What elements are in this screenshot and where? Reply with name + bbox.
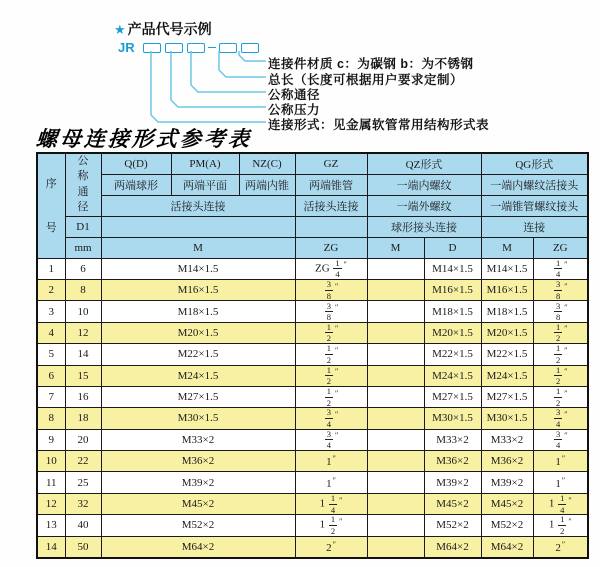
table-row [37,301,588,322]
table-row [37,322,588,343]
table-title: 螺母连接形式参考表 [35,126,253,151]
header-pm-desc: 两端平面 [171,174,239,195]
qg-zg-cell: $\frac{1}{2}$ ″ [533,322,588,343]
qz-m-cell [367,365,424,386]
qg-m-cell: M52×2 [481,515,533,536]
gz-cell: 1″ [295,472,367,493]
qz-d-cell: M16×1.5 [424,279,481,300]
dn-cell: 8 [65,279,101,300]
qz-m-cell [367,322,424,343]
m-thread-cell: M30×1.5 [101,408,295,429]
qz-d-cell: M33×2 [424,429,481,450]
qg-m-cell: M22×1.5 [481,344,533,365]
seq-cell: 5 [37,344,65,365]
qz-m-cell [367,344,424,365]
header-qg-desc2: 一端锥管螺纹接头 [481,195,588,216]
qg-zg-cell: $\frac{3}{4}$ ″ [533,429,588,450]
qg-m-cell: M14×1.5 [481,258,533,279]
m-thread-cell: M24×1.5 [101,365,295,386]
seq-cell: 7 [37,386,65,407]
qz-m-cell [367,386,424,407]
m-thread-cell: M22×1.5 [101,344,295,365]
qg-m-cell: M36×2 [481,451,533,472]
table-row [37,493,588,514]
header-qz-desc1: 一端内螺纹 [367,174,481,195]
m-thread-cell: M20×1.5 [101,322,295,343]
header-qz-m: M [367,237,424,258]
qg-zg-cell: $\frac{1}{2}$ ″ [533,386,588,407]
qg-zg-cell: 1 $\frac{1}{2}$ ″ [533,515,588,536]
qz-d-cell: M39×2 [424,472,481,493]
m-thread-cell: M45×2 [101,493,295,514]
qg-zg-cell: $\frac{1}{2}$ ″ [533,344,588,365]
qz-m-cell [367,536,424,557]
qg-zg-cell: $\frac{3}{8}$ ″ [533,301,588,322]
qz-m-cell [367,279,424,300]
dn-cell: 14 [65,344,101,365]
table-row [37,429,588,450]
header-col-q: Q(D) [101,153,171,174]
gz-cell: $\frac{1}{2}$ ″ [295,322,367,343]
m-thread-cell: M39×2 [101,472,295,493]
qg-zg-cell: 1″ [533,451,588,472]
header-unit-zg: ZG [295,237,367,258]
header-col-gz: GZ [295,153,367,174]
header-col-pm: PM(A) [171,153,239,174]
gz-cell: ZG $\frac{1}{4}$ ″ [295,258,367,279]
header-col-nz: NZ(C) [239,153,295,174]
qz-m-cell [367,408,424,429]
product-code-prefix: JR [118,40,135,55]
qg-m-cell: M39×2 [481,472,533,493]
dn-cell: 32 [65,493,101,514]
gz-cell: 1 $\frac{1}{2}$ ″ [295,515,367,536]
dn-cell: 40 [65,515,101,536]
qg-m-cell: M30×1.5 [481,408,533,429]
table-row [37,451,588,472]
gz-cell: $\frac{1}{2}$ ″ [295,365,367,386]
qg-m-cell: M16×1.5 [481,279,533,300]
qz-m-cell [367,472,424,493]
qg-zg-cell: 2″ [533,536,588,557]
dn-cell: 20 [65,429,101,450]
qz-d-cell: M30×1.5 [424,408,481,429]
table-row [37,472,588,493]
seq-cell: 10 [37,451,65,472]
diagram-title [114,19,212,39]
qg-m-cell: M64×2 [481,536,533,557]
header-blank-qpmnz [101,216,295,237]
qg-zg-cell: $\frac{1}{2}$ ″ [533,365,588,386]
qg-zg-cell: $\frac{3}{8}$ ″ [533,279,588,300]
seq-cell: 2 [37,279,65,300]
header-qg-m: M [481,237,533,258]
table-row [37,258,588,279]
header-qz-desc2: 一端外螺纹 [367,195,481,216]
qg-zg-cell: $\frac{3}{4}$ ″ [533,408,588,429]
gz-cell: $\frac{3}{4}$ ″ [295,408,367,429]
code-box-1 [143,43,161,53]
qg-m-cell: M24×1.5 [481,365,533,386]
header-gz-conn: 活接头连接 [295,195,367,216]
qz-d-cell: M18×1.5 [424,301,481,322]
qg-m-cell: M33×2 [481,429,533,450]
header-gz-desc: 两端锥管 [295,174,367,195]
m-thread-cell: M16×1.5 [101,279,295,300]
table-body [37,258,588,557]
qz-d-cell: M45×2 [424,493,481,514]
gz-cell: 1 $\frac{1}{4}$ ″ [295,493,367,514]
seq-cell: 4 [37,322,65,343]
dn-cell: 22 [65,451,101,472]
product-code-row [118,40,259,55]
qg-m-cell: M27×1.5 [481,386,533,407]
gz-cell: 1″ [295,451,367,472]
m-thread-cell: M52×2 [101,515,295,536]
qz-m-cell [367,515,424,536]
header-blank-gz [295,216,367,237]
code-box-5 [241,43,259,53]
qz-d-cell: M14×1.5 [424,258,481,279]
diagram-label-diameter: 公称通径 [268,88,321,102]
gz-cell: 2″ [295,536,367,557]
seq-cell: 9 [37,429,65,450]
seq-cell: 1 [37,258,65,279]
code-box-4 [219,43,237,53]
m-thread-cell: M14×1.5 [101,258,295,279]
header-col-qg: QG形式 [481,153,588,174]
seq-cell: 6 [37,365,65,386]
m-thread-cell: M64×2 [101,536,295,557]
qz-d-cell: M27×1.5 [424,386,481,407]
qz-d-cell: M36×2 [424,451,481,472]
code-box-3 [187,43,205,53]
qz-d-cell: M24×1.5 [424,365,481,386]
m-thread-cell: M36×2 [101,451,295,472]
qz-d-cell: M64×2 [424,536,481,557]
diagram-title-text: 产品代号示例 [127,21,212,37]
table-row [37,386,588,407]
table-row [37,279,588,300]
header-qz-conn: 球形接头连接 [367,216,481,237]
header-qg-zg: ZG [533,237,588,258]
m-thread-cell: M33×2 [101,429,295,450]
m-thread-cell: M18×1.5 [101,301,295,322]
header-qpmnz-conn: 活接头连接 [101,195,295,216]
dn-cell: 25 [65,472,101,493]
gz-cell: $\frac{3}{4}$ ″ [295,429,367,450]
table-row [37,344,588,365]
table-row [37,536,588,557]
header-qg-conn: 连接 [481,216,588,237]
header-q-desc: 两端球形 [101,174,171,195]
qg-zg-cell: 1″ [533,472,588,493]
header-d1: D1 [65,216,101,237]
star-icon: ★ [114,22,126,37]
nut-connection-table [36,152,589,559]
qz-m-cell [367,258,424,279]
qg-zg-cell: $\frac{1}{4}$ ″ [533,258,588,279]
gz-cell: $\frac{1}{2}$ ″ [295,344,367,365]
table-row [37,365,588,386]
diagram-label-pressure: 公称压力 [268,103,321,117]
qg-m-cell: M20×1.5 [481,322,533,343]
seq-cell: 11 [37,472,65,493]
dn-cell: 6 [65,258,101,279]
gz-cell: $\frac{3}{8}$ ″ [295,279,367,300]
qz-m-cell [367,429,424,450]
dn-cell: 10 [65,301,101,322]
m-thread-cell: M27×1.5 [101,386,295,407]
table-header [37,153,588,258]
diagram-label-length: 总长（长度可根据用户要求定制） [268,73,464,87]
qz-d-cell: M52×2 [424,515,481,536]
seq-cell: 14 [37,536,65,557]
header-qz-d: D [424,237,481,258]
header-dn: 公称通径 [65,153,101,216]
header-qg-desc1: 一端内螺纹活接头 [481,174,588,195]
gz-cell: $\frac{1}{2}$ ″ [295,386,367,407]
seq-cell: 13 [37,515,65,536]
code-dash [208,47,216,49]
header-seq: 序号 [37,153,65,258]
dn-cell: 16 [65,386,101,407]
code-box-2 [165,43,183,53]
table-row [37,408,588,429]
header-mm: mm [65,237,101,258]
qz-d-cell: M20×1.5 [424,322,481,343]
header-col-qz: QZ形式 [367,153,481,174]
table-row [37,515,588,536]
qz-m-cell [367,493,424,514]
qg-m-cell: M45×2 [481,493,533,514]
qz-m-cell [367,301,424,322]
qz-d-cell: M22×1.5 [424,344,481,365]
gz-cell: $\frac{3}{8}$ ″ [295,301,367,322]
dn-cell: 12 [65,322,101,343]
diagram-label-connection: 连接形式：见金属软管常用结构形式表 [268,118,490,132]
seq-cell: 8 [37,408,65,429]
qz-m-cell [367,451,424,472]
dn-cell: 50 [65,536,101,557]
seq-cell: 3 [37,301,65,322]
qg-m-cell: M18×1.5 [481,301,533,322]
header-nz-desc: 两端内锥 [239,174,295,195]
dn-cell: 15 [65,365,101,386]
qg-zg-cell: 1 $\frac{1}{4}$ ″ [533,493,588,514]
dn-cell: 18 [65,408,101,429]
seq-cell: 12 [37,493,65,514]
header-unit-m: M [101,237,295,258]
diagram-label-material: 连接件材质 c：为碳钢 b：为不锈钢 [268,57,474,71]
